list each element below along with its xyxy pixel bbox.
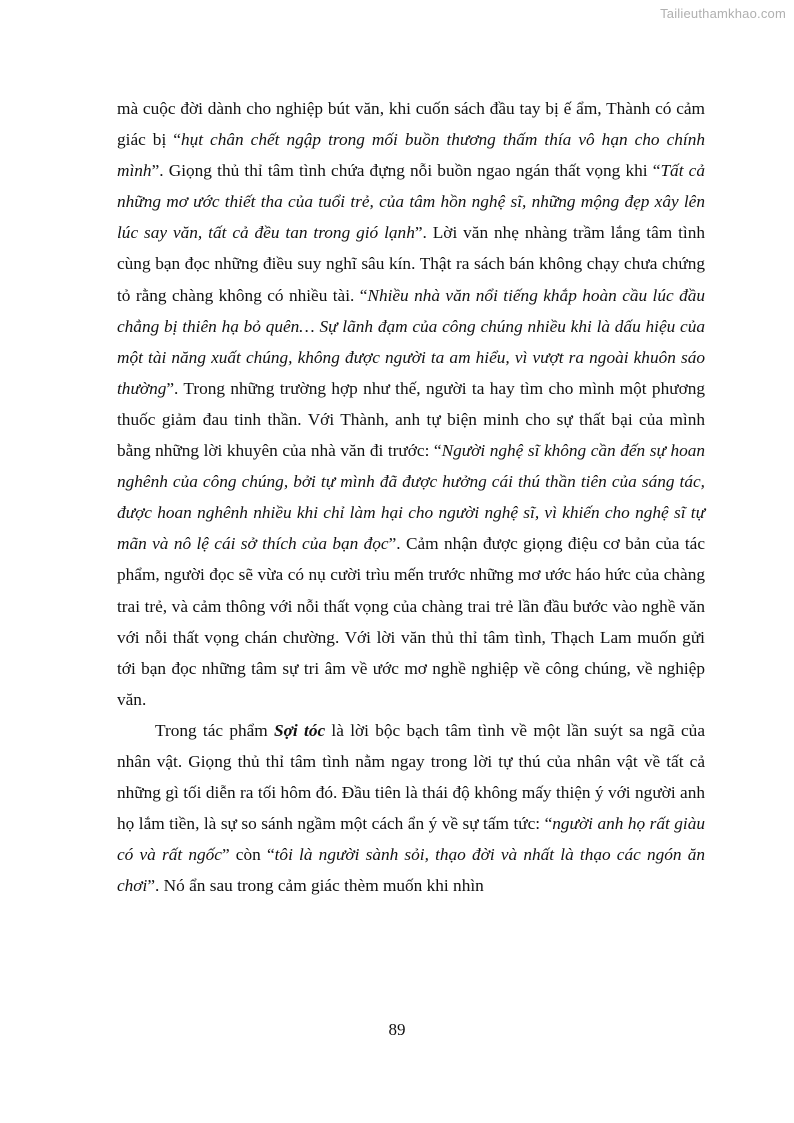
text-run: ” còn “ <box>221 845 275 865</box>
text-run: là lời bộc bạch tâm tình về một lần suýt sa ngã của nhân vật. Giọng thủ thỉ tâm tình nằm ngay trong lời tự thú của nhân vật về tất cả những gì tối diễn ra tối hôm đó. Đầu tiên là thái độ không mấy thiện ý với người anh họ lắm tiền, là sự so sánh ngầm một cách ẩn ý về sự tấm tức: “ <box>117 720 705 834</box>
page-body <box>117 93 705 901</box>
paragraph-1 <box>117 93 705 715</box>
quote-run: tôi là người sành sỏi, thạo đời và nhất là thạo các ngón ăn chơi <box>117 845 706 896</box>
quote-run: hụt chân chết ngập trong mối buồn thương thấm thía vô hạn cho chính mình <box>117 130 705 181</box>
quote-run: người anh họ rất giàu có và rất ngốc <box>117 814 705 865</box>
page-number: 89 <box>388 1020 406 1039</box>
quote-run: Nhiều nhà văn nổi tiếng khắp hoàn cầu lúc đầu chẳng bị thiên hạ bỏ quên… Sự lãnh đạm của công chúng nhiều khi là dấu hiệu của một tài năng xuất chúng, không được người ta am hiểu, vì vượt ra ngoài khuôn sáo thường <box>117 285 705 398</box>
text-run: mà cuộc đời dành cho nghiệp bút văn, khi cuốn sách đầu tay bị ế ẩm, Thành có cảm giác bị “ <box>117 99 705 150</box>
paragraph-2 <box>117 715 705 902</box>
text-run: ”. Trong những trường hợp như thế, người ta hay tìm cho mình một phương thuốc giảm đau tinh thần. Với Thành, anh tự biện minh cho sự thất bại của mình bằng những lời khuyên của nhà văn đi trước: “ <box>117 378 705 461</box>
text-run: ”. Lời văn nhẹ nhàng trầm lắng tâm tình cùng bạn đọc những điều suy nghĩ sâu kín. Thật ra sách bán không chạy chưa chứng tỏ rằng chàng không có nhiều tài. “ <box>117 223 705 305</box>
text-run: Trong tác phẩm <box>155 720 275 740</box>
watermark: Tailieuthamkhao.com <box>660 6 786 21</box>
text-run: ”. Giọng thủ thỉ tâm tình chứa đựng nỗi buồn ngao ngán thất vọng khi “ <box>151 161 661 181</box>
text-run: ”. Nó ẩn sau trong cảm giác thèm muốn khi nhìn <box>147 876 484 896</box>
quote-run: Tất cả những mơ ước thiết tha của tuổi trẻ, của tâm hồn nghệ sĩ, những mộng đẹp xây lên lúc say văn, tất cả đều tan trong gió lạnh <box>117 161 705 243</box>
text-run: ”. Cảm nhận được giọng điệu cơ bản của tác phẩm, người đọc sẽ vừa có nụ cười trìu mến trước những mơ ước háo hức của chàng trai trẻ, và cảm thông với nỗi thất vọng của chàng trai trẻ lần đầu bước vào nghề văn với nỗi thất vọng chán chường. Với lời văn thủ thỉ tâm tình, Thạch Lam muốn gửi tới bạn đọc những tâm sự tri âm về ước mơ nghề nghiệp về công chúng, về nghiệp văn. <box>117 534 705 709</box>
quote-run: Người nghệ sĩ không cần đến sự hoan nghênh của công chúng, bởi tự mình đã được hưởng cái thú thần tiên của sáng tác, được hoan nghênh nhiều khi chỉ làm hại cho người nghệ sĩ, vì khiến cho nghệ sĩ tự mãn và nô lệ cái sở thích của bạn đọc <box>117 441 706 554</box>
work-title: Sợi tóc <box>274 720 326 740</box>
